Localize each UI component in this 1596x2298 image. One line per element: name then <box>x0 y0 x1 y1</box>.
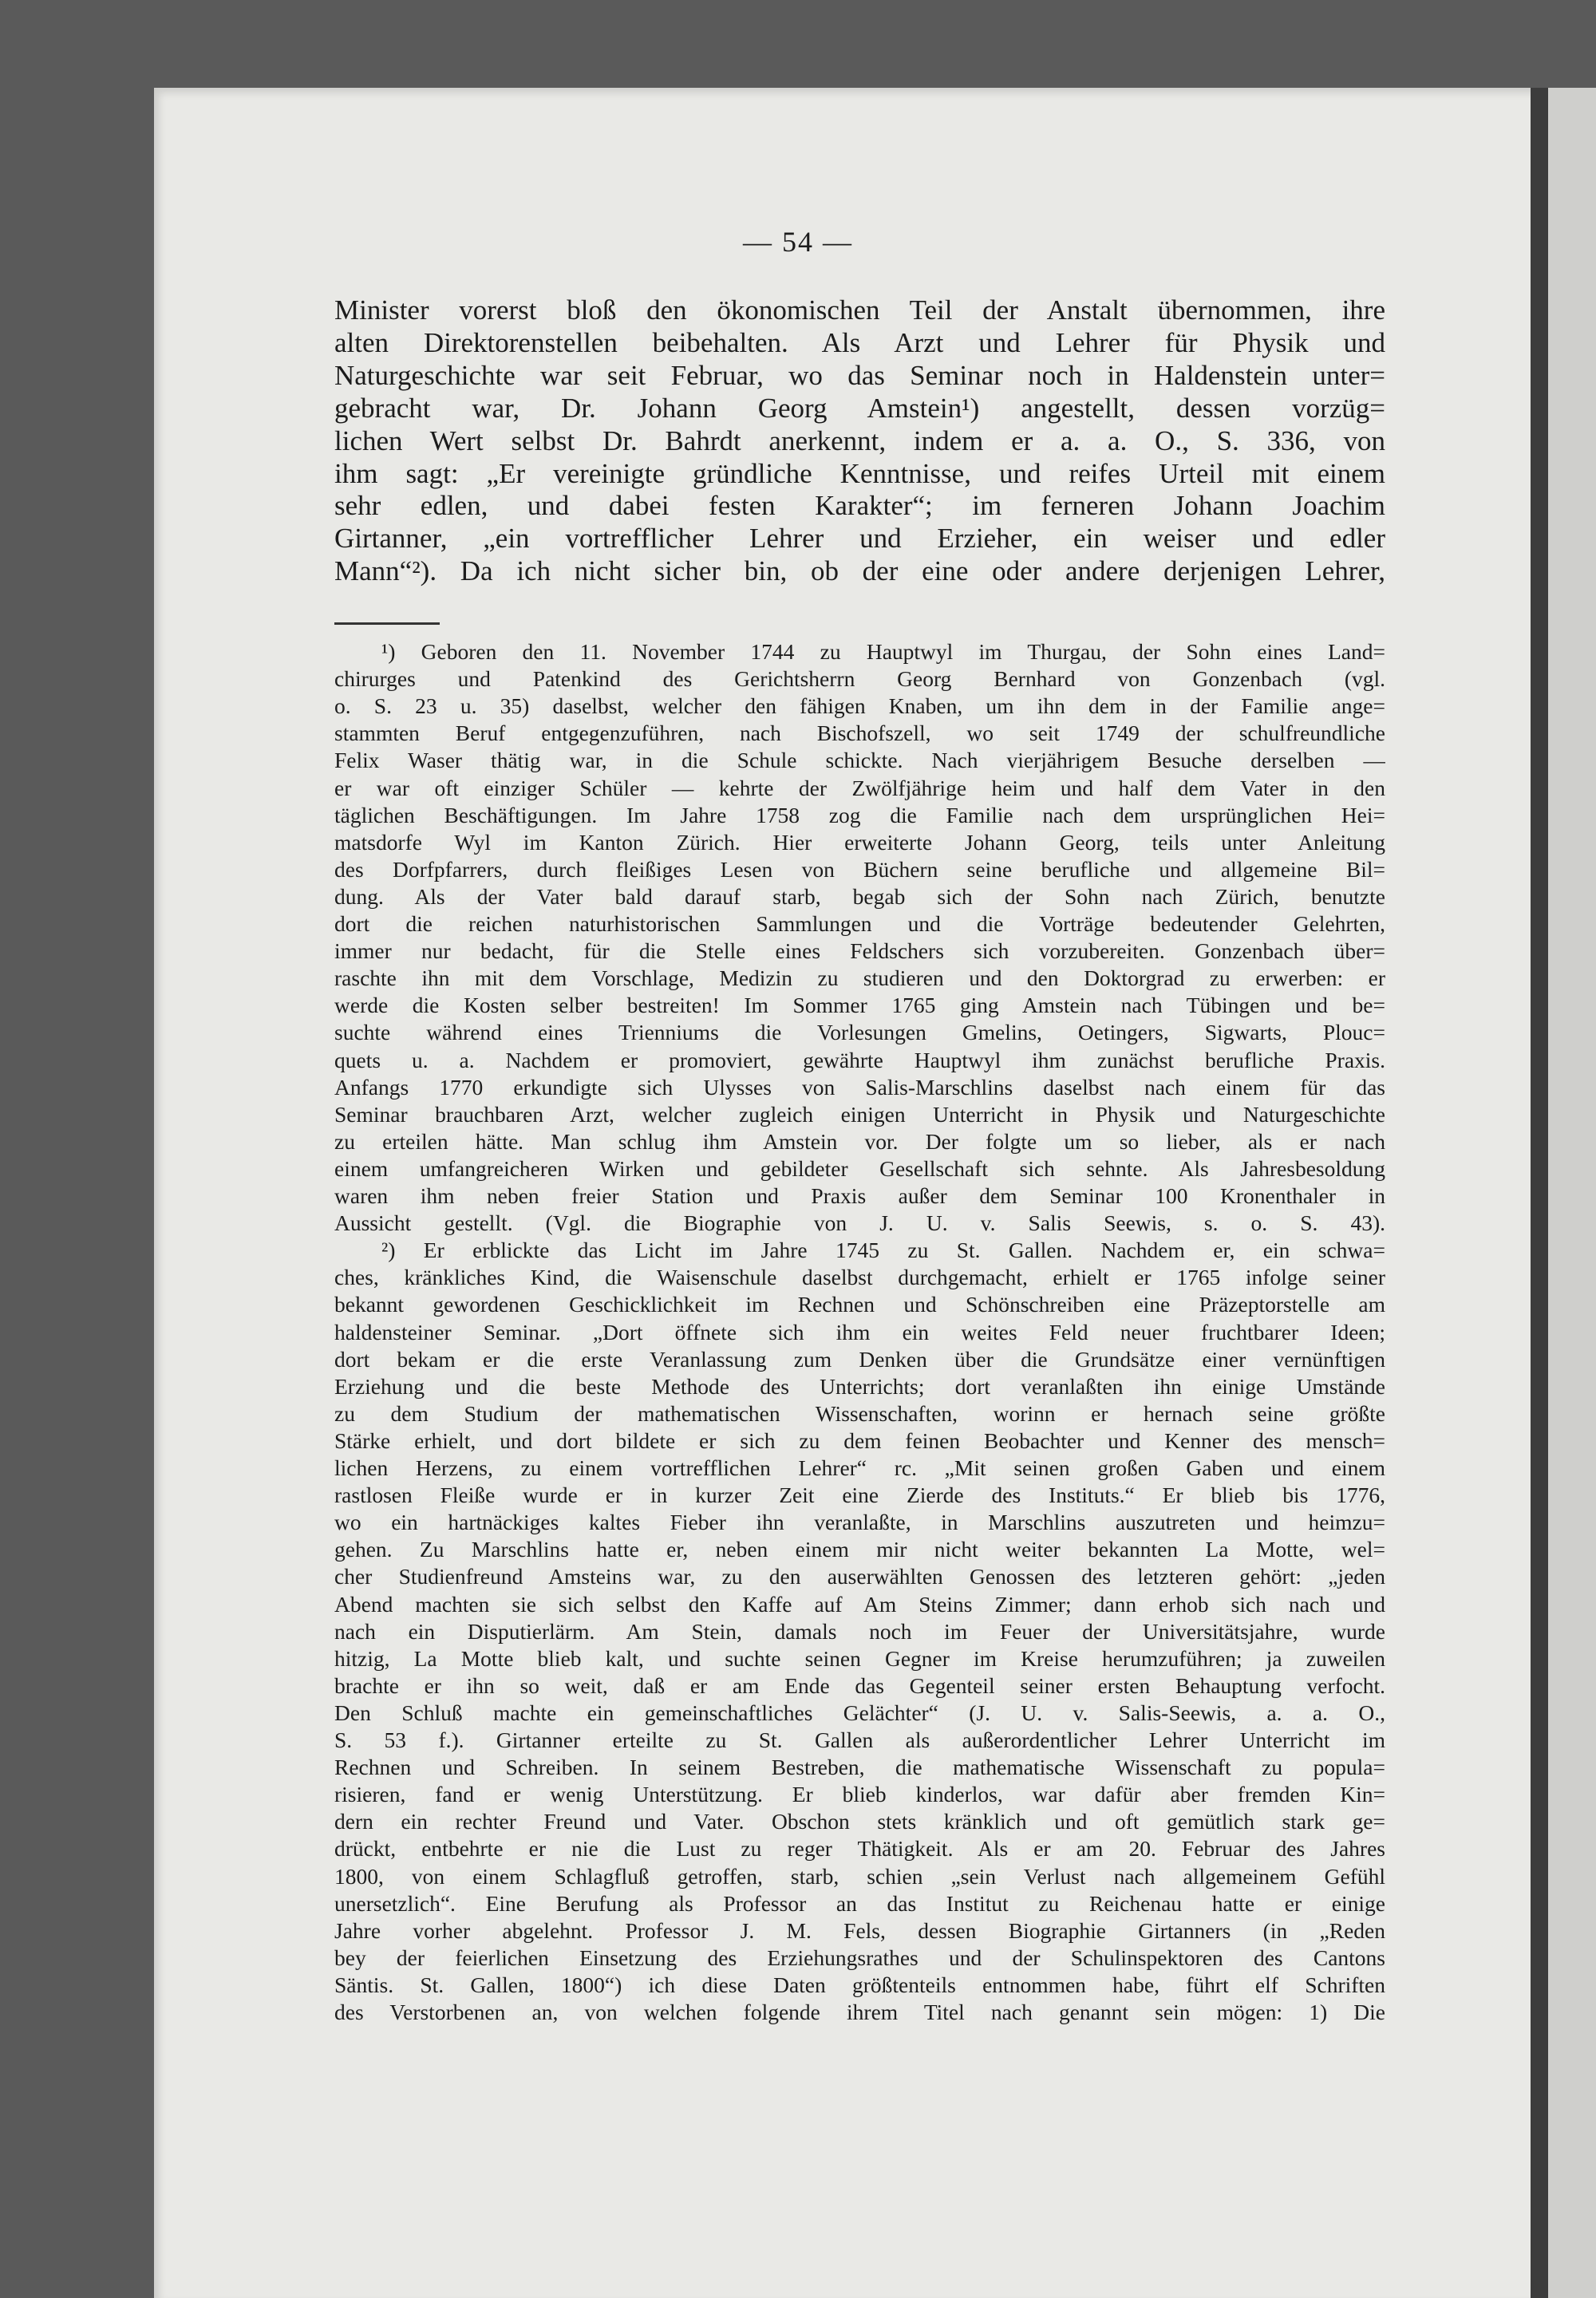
footnote-line: ches, kränkliches Kind, die Waisenschule daselbst durchgemacht, erhielt er 1765 infolge seiner <box>334 1265 1385 1290</box>
footnote-line: Säntis. St. Gallen, 1800“) ich diese Daten größtenteils entnommen habe, führt elf Schriften <box>334 1972 1385 1997</box>
footnote-line: gehen. Zu Marschlins hatte er, neben einem mir nicht weiter bekannten La Motte, wel= <box>334 1537 1385 1562</box>
footnote-line: zu erteilen hätte. Man schlug ihm Amstein vor. Der folgte um so lieber, als er nach <box>334 1128 1385 1154</box>
footnote-line: o. S. 23 u. 35) daselbst, welcher den fähigen Knaben, um ihn dem in der Familie ange= <box>334 693 1385 719</box>
footnote-line: lichen Herzens, zu einem vortrefflichen Lehrer“ rc. „Mit seinen großen Gaben und einem <box>334 1455 1385 1480</box>
footnote-line: Stärke erhielt, und dort bildete er sich zu dem feinen Beobachter und Kenner des mensch= <box>334 1427 1385 1453</box>
main-text-line: ihm sagt: „Er vereinigte gründliche Kenntnisse, und reifes Urteil mit einem <box>334 457 1385 489</box>
footnote-line: er war oft einziger Schüler — kehrte der Zwölfjährige heim und half dem Vater in den <box>334 775 1385 800</box>
footnote-line: Anfangs 1770 erkundigte sich Ulysses von Salis-Marschlins daselbst nach einem für das <box>334 1074 1385 1100</box>
main-text-line: Naturgeschichte war seit Februar, wo das Seminar noch in Haldenstein unter= <box>334 359 1385 391</box>
footnote-line: stammten Beruf entgegenzuführen, nach Bischofszell, wo seit 1749 der schulfreundliche <box>334 721 1385 746</box>
page-edge-shadow <box>1531 88 1548 2298</box>
footnote-line: waren ihm neben freier Station und Praxis außer dem Seminar 100 Kronenthaler in <box>334 1183 1385 1208</box>
main-text-line: Minister vorerst bloß den ökonomischen Teil der Anstalt übernommen, ihre <box>334 294 1385 326</box>
footnote-line: dort bekam er die erste Veranlassung zum Denken über die Grundsätze einer vernünftigen <box>334 1346 1385 1372</box>
footnote-line: Seminar brauchbaren Arzt, welcher zugleich einigen Unterricht in Physik und Naturgeschichte <box>334 1101 1385 1127</box>
footnote-separator <box>334 622 440 625</box>
footnote-line: einem umfangreicheren Wirken und gebildeter Gesellschaft sich sehnte. Als Jahresbesoldung <box>334 1155 1385 1181</box>
footnote-line: ¹) Geboren den 11. November 1744 zu Hauptwyl im Thurgau, der Sohn eines Land= <box>381 639 1385 664</box>
footnote-line: des Verstorbenen an, von welchen folgende ihrem Titel nach genannt sein mögen: 1) Die <box>334 2000 1385 2024</box>
footnote-line: Aussicht gestellt. (Vgl. die Biographie von J. U. v. Salis Seewis, s. o. S. 43). <box>334 1210 1385 1236</box>
footnote-line: chirurges und Patenkind des Gerichtsherrn Georg Bernhard von Gonzenbach (vgl. <box>334 666 1385 692</box>
footnote-line: 1800, von einem Schlagfluß getroffen, starb, schien „sein Verlust nach allgemeinem Gefühl <box>334 1863 1385 1889</box>
footnote-line: rastlosen Fleiße wurde er in kurzer Zeit eine Zierde des Instituts.“ Er blieb bis 1776, <box>334 1483 1385 1508</box>
footnote-line: suchte während eines Trienniums die Vorlesungen Gmelins, Oetingers, Sigwarts, Plouc= <box>334 1020 1385 1045</box>
footnote-line: hitzig, La Motte blieb kalt, und suchte seinen Gegner im Kreise herumzuführen; ja zuweilen <box>334 1645 1385 1671</box>
main-text-line: Girtanner, „ein vortrefflicher Lehrer und Erzieher, ein weiser und edler <box>334 523 1385 555</box>
footnote-line: quets u. a. Nachdem er promoviert, gewährte Hauptwyl ihm zunächst berufliche Praxis. <box>334 1047 1385 1072</box>
footnote-line: bekannt gewordenen Geschicklichkeit im Rechnen und Schönschreiben eine Präzeptorstelle am <box>334 1292 1385 1317</box>
footnote-line: unersetzlich“. Eine Berufung als Professor an das Institut zu Reichenau hatte er einige <box>334 1890 1385 1916</box>
footnote-line: dung. Als der Vater bald darauf starb, begab sich der Sohn nach Zürich, benutzte <box>334 883 1385 909</box>
footnote-line: S. 53 f.). Girtanner erteilte zu St. Gallen als außerordentlicher Lehrer Unterricht im <box>334 1727 1385 1752</box>
footnote-line: immer nur bedacht, für die Stelle eines Feldschers sich vorzubereiten. Gonzenbach über= <box>334 938 1385 964</box>
footnote-line: Jahre vorher abgelehnt. Professor J. M. Fels, dessen Biographie Girtanners (in „Reden <box>334 1917 1385 1943</box>
footnote-line: wo ein hartnäckiges kaltes Fieber ihn veranlaßte, in Marschlins auszutreten und heimzu= <box>334 1510 1385 1535</box>
footnote-line: risieren, fand er wenig Unterstützung. Er blieb kinderlos, war dafür aber fremden Kin= <box>334 1782 1385 1807</box>
footnote-line: nach ein Disputierlärm. Am Stein, damals noch im Feuer der Universitätsjahre, wurde <box>334 1618 1385 1644</box>
footnote-line: täglichen Beschäftigungen. Im Jahre 1758 zog die Familie nach dem ursprünglichen Hei= <box>334 802 1385 827</box>
footnote-line: ²) Er erblickte das Licht im Jahre 1745 zu St. Gallen. Nachdem er, ein schwa= <box>381 1238 1385 1263</box>
footnote-line: des Dorfpfarrers, durch fleißiges Lesen von Büchern seine berufliche und allgemeine Bil= <box>334 856 1385 882</box>
footnote-line: cher Studienfreund Amsteins war, zu den auserwählten Genossen des letzteren gehört: „jeden <box>334 1564 1385 1589</box>
footnote-line: dern ein rechter Freund und Vater. Obschon stets kränklich und oft gemütlich stark ge= <box>334 1809 1385 1834</box>
main-text-line: gebracht war, Dr. Johann Georg Amstein¹) angestellt, dessen vorzüg= <box>334 392 1385 424</box>
main-text-line: Mann“²). Da ich nicht sicher bin, ob der eine oder andere derjenigen Lehrer, <box>334 555 1385 587</box>
footnote-line: Rechnen und Schreiben. In seinem Bestreben, die mathematische Wissenschaft zu popula= <box>334 1755 1385 1780</box>
main-text-line: lichen Wert selbst Dr. Bahrdt anerkennt, indem er a. a. O., S. 336, von <box>334 424 1385 456</box>
main-text-line: alten Direktorenstellen beibehalten. Als Arzt und Lehrer für Physik und <box>334 326 1385 358</box>
footnote-line: Abend machten sie sich selbst den Kaffe auf Am Steins Zimmer; dann erhob sich nach und <box>334 1591 1385 1617</box>
footnote-line: werde die Kosten selber bestreiten! Im Sommer 1765 ging Amstein nach Tübingen und be= <box>334 993 1385 1018</box>
footnote-line: haldensteiner Seminar. „Dort öffnete sich ihm ein weites Feld neuer fruchtbarer Ideen; <box>334 1319 1385 1344</box>
footnote-line: Felix Waser thätig war, in die Schule schickte. Nach vierjährigem Besuche derselben — <box>334 748 1385 773</box>
footnote-line: zu dem Studium der mathematischen Wissenschaften, worinn er hernach seine größte <box>334 1400 1385 1426</box>
footnote-line: Erziehung und die beste Methode des Unterrichts; dort veranlaßten ihn einige Umstände <box>334 1373 1385 1399</box>
footnote-line: brachte er ihn so weit, daß er am Ende das Gegenteil seiner ersten Behauptung verfocht. <box>334 1672 1385 1698</box>
footnote-line: raschte ihn mit dem Vorschlage, Medizin zu studieren und den Doktorgrad zu erwerben: er <box>334 965 1385 991</box>
footnote-line: dort die reichen naturhistorischen Sammlungen und die Vorträge bedeutender Gelehrten, <box>334 911 1385 936</box>
main-text-line: sehr edlen, und dabei festen Karakter“; im ferneren Johann Joachim <box>334 490 1385 522</box>
footnote-line: matsdorfe Wyl im Kanton Zürich. Hier erweiterte Johann Georg, teils unter Anleitung <box>334 829 1385 855</box>
footnote-line: drückt, entbehrte er nie die Lust zu reger Thätigkeit. Als er am 20. Februar des Jahres <box>334 1836 1385 1862</box>
next-page-edge <box>1548 88 1596 2298</box>
footnote-line: Den Schluß machte ein gemeinschaftliches Gelächter“ (J. U. v. Salis-Seewis, a. a. O., <box>334 1700 1385 1725</box>
footnote-line: bey der feierlichen Einsetzung des Erziehungsrathes und der Schulinspektoren des Cantons <box>334 1945 1385 1970</box>
page-number: — 54 — <box>743 226 853 258</box>
